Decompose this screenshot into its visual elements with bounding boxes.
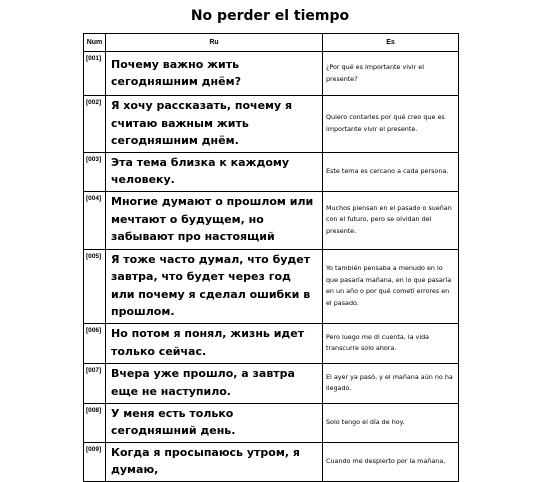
spanish-text: Pero luego me di cuenta, la vida transcurre solo ahora. [323,323,459,363]
russian-text: Когда я просыпаюсь утром, я думаю, [106,442,323,481]
table-row [84,403,459,442]
spanish-text: Muchos piensan en el pasado o sueñan con el futuro, pero se olvidan del presente. [323,191,459,249]
header-ru: Ru [106,34,323,52]
row-number: [004] [84,191,106,249]
page-title: No perder el tiempo [190,8,350,24]
row-number: [003] [84,152,106,191]
spanish-text: Yo también pensaba a menudo en lo que pasaría mañana, en lo que pasaría en un año o por qué cometí errores en el pasado. [323,249,459,323]
spanish-text: Este tema es cercano a cada persona. [323,152,459,191]
table-row [84,363,459,403]
russian-text: Эта тема близка к каждому человеку. [106,152,323,191]
table-row [84,323,459,363]
spanish-text: Cuando me despierto por la mañana, [323,442,459,481]
header-num: Num [84,34,106,52]
row-number: [005] [84,249,106,323]
row-number: [001] [84,52,106,96]
russian-text: Многие думают о прошлом или мечтают о будущем, но забывают про настоящий [106,191,323,249]
row-number: [002] [84,96,106,153]
row-number: [009] [84,442,106,481]
table-row [84,52,459,96]
spanish-text: Quiero contarles por qué creo que es importante vivir el presente. [323,96,459,153]
row-number: [006] [84,323,106,363]
table-row [84,249,459,323]
spanish-text: El ayer ya pasó, y el mañana aún no ha llegado. [323,363,459,403]
row-number: [007] [84,363,106,403]
russian-text: Но потом я понял, жизнь идет только сейчас. [106,323,323,363]
header-es: Es [323,34,459,52]
table-header-row [84,34,459,52]
russian-text: Вчера уже прошло, а завтра еще не наступило. [106,363,323,403]
spanish-text: Solo tengo el día de hoy. [323,403,459,442]
table-row [84,152,459,191]
russian-text: У меня есть только сегодняшний день. [106,403,323,442]
table-row [84,191,459,249]
russian-text: Я хочу рассказать, почему я считаю важным жить сегодняшним днём. [106,96,323,153]
spanish-text: ¿Por qué es importante vivir el presente? [323,52,459,96]
russian-text: Почему важно жить сегодняшним днём? [106,52,323,96]
row-number: [008] [84,403,106,442]
russian-text: Я тоже часто думал, что будет завтра, что будет через год или почему я сделал ошибки в прошлом. [106,249,323,323]
table-row [84,442,459,481]
table-row [84,96,459,153]
translation-table [83,33,459,482]
